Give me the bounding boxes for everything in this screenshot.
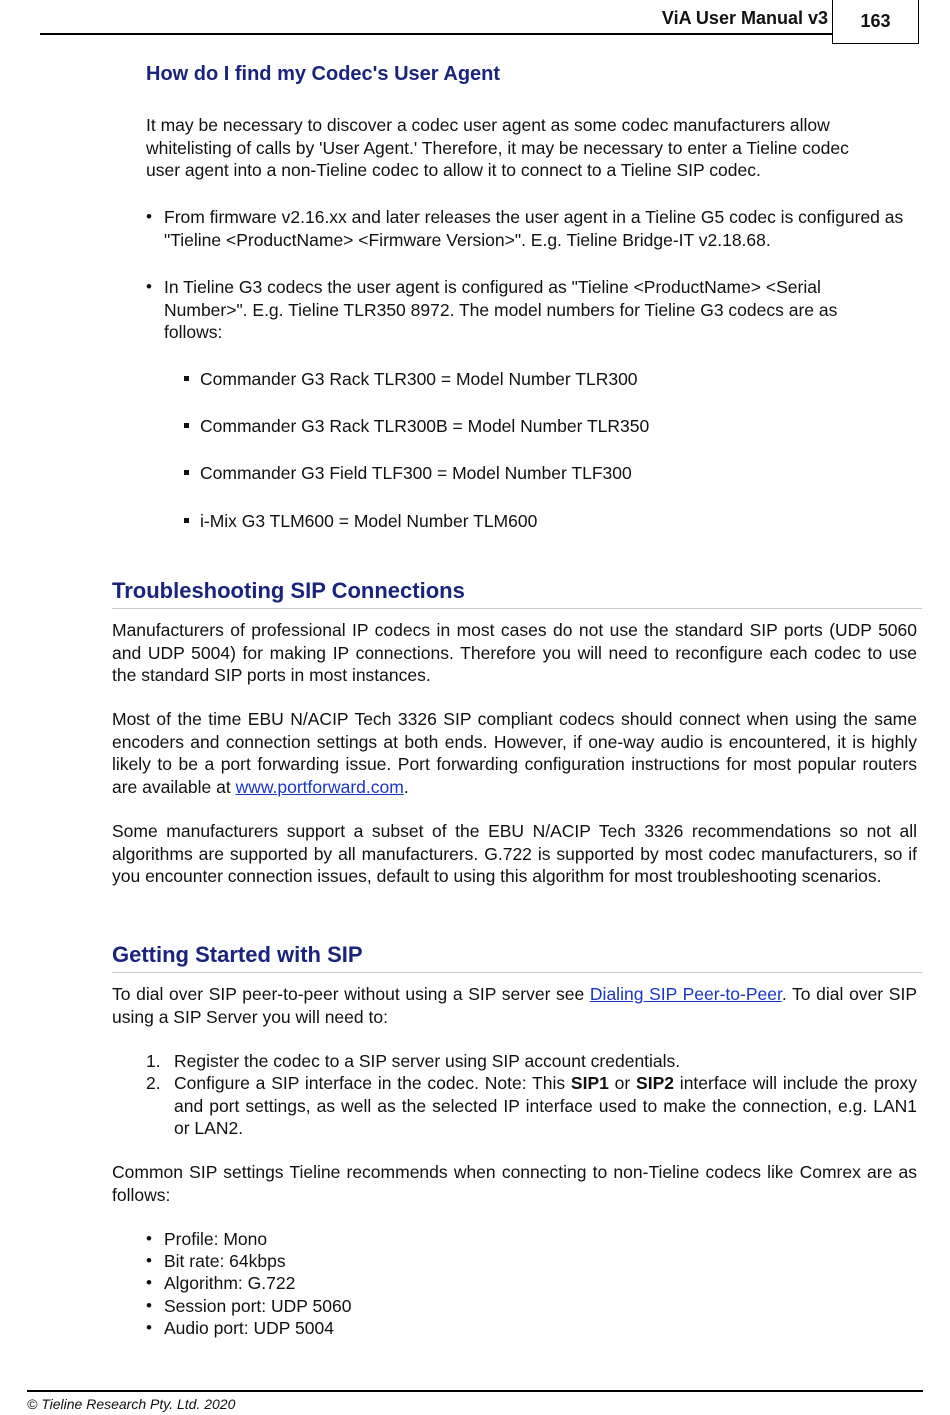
model-item: Commander G3 Rack TLR300 = Model Number TLR300 [200, 369, 638, 389]
footer-rule [27, 1390, 923, 1392]
setting-item: Algorithm: G.722 [164, 1273, 296, 1293]
square-bullet-icon [184, 470, 189, 475]
bullet-icon: • [146, 1251, 152, 1270]
getting-started-p2: Common SIP settings Tieline recommends when connecting to non-Tieline codecs like Comrex are as follows: [112, 1162, 917, 1205]
portforward-link[interactable]: www.portforward.com [235, 776, 404, 797]
square-bullet-icon [184, 518, 189, 523]
step-item: Configure a SIP interface in the codec. Note: This SIP1 or SIP2 interface will include the proxy and port settings, as well as the selected IP interface used to make the connection, e.g. LAN1 or LAN2. [174, 1073, 918, 1138]
step-number: 1. [146, 1051, 161, 1071]
bullet-icon: • [146, 1273, 152, 1292]
troubleshooting-p2: Most of the time EBU N/ACIP Tech 3326 SIP compliant codecs should connect when using the same encoders and connection settings at both ends. However, if one-way audio is encountered, it is highly likely to be a port forwarding issue. Port forwarding configuration instructions for most popular routers are available at www.portforward.com. [112, 709, 917, 797]
step-number: 2. [146, 1073, 161, 1093]
header-rule [40, 33, 833, 35]
model-item: Commander G3 Rack TLR300B = Model Number TLR350 [200, 416, 650, 436]
manual-title: ViA User Manual v3 [661, 8, 828, 28]
heading-rule [112, 608, 922, 609]
user-agent-intro: It may be necessary to discover a codec user agent as some codec manufacturers allow whitelisting of calls by 'User Agent.' Therefore, it may be necessary to enter a Tieline codec user agent into a non-Tieline codec to allow it to connect to a Tieline SIP codec. [146, 115, 849, 180]
footer-copyright: © Tieline Research Pty. Ltd. 2020 [27, 1396, 236, 1412]
troubleshooting-p1: Manufacturers of professional IP codecs in most cases do not use the standard SIP ports (UDP 5060 and UDP 5004) for making IP connections. Therefore you will need to reconfigure each codec to use the standard SIP ports in most instances. [112, 620, 917, 685]
bullet-icon: • [146, 1296, 152, 1315]
setting-item: Bit rate: 64kbps [164, 1251, 286, 1271]
bullet-icon: • [146, 207, 152, 226]
heading-user-agent: How do I find my Codec's User Agent [146, 63, 501, 85]
step-item: Register the codec to a SIP server using SIP account credentials. [174, 1051, 681, 1071]
bullet-icon: • [146, 277, 152, 296]
setting-item: Session port: UDP 5060 [164, 1296, 352, 1316]
troubleshooting-p3: Some manufacturers support a subset of the EBU N/ACIP Tech 3326 recommendations so not all algorithms are supported by all manufacturers. G.722 is supported by most codec manufacturers, so if you encounter connection issues, default to using this algorithm for most troubleshooting scenarios. [112, 821, 917, 886]
model-item: Commander G3 Field TLF300 = Model Number TLF300 [200, 463, 632, 483]
heading-rule [112, 972, 922, 973]
bullet-icon: • [146, 1229, 152, 1248]
setting-item: Profile: Mono [164, 1229, 268, 1249]
setting-item: Audio port: UDP 5004 [164, 1318, 334, 1338]
heading-troubleshooting: Troubleshooting SIP Connections [112, 578, 465, 603]
model-item: i-Mix G3 TLM600 = Model Number TLM600 [200, 511, 538, 531]
square-bullet-icon [184, 423, 189, 428]
bullet-icon: • [146, 1318, 152, 1337]
page-number: 163 [832, 0, 919, 44]
heading-getting-started: Getting Started with SIP [112, 942, 363, 967]
user-agent-bullet-g5: From firmware v2.16.xx and later releases the user agent in a Tieline G5 codec is configured as "Tieline <ProductName> <Firmware Version>". E.g. Tieline Bridge-IT v2.18.68. [164, 207, 904, 250]
getting-started-p1: To dial over SIP peer-to-peer without using a SIP server see Dialing SIP Peer-to-Peer. To dial over SIP using a SIP Server you will need to: [112, 984, 917, 1027]
user-agent-bullet-g3: In Tieline G3 codecs the user agent is configured as "Tieline <ProductName> <Serial Number>". E.g. Tieline TLR350 8972. The model numbers for Tieline G3 codecs are as follows: [164, 277, 838, 342]
dialing-sip-peer-link[interactable]: Dialing SIP Peer-to-Peer [589, 984, 782, 1004]
square-bullet-icon [184, 376, 189, 381]
